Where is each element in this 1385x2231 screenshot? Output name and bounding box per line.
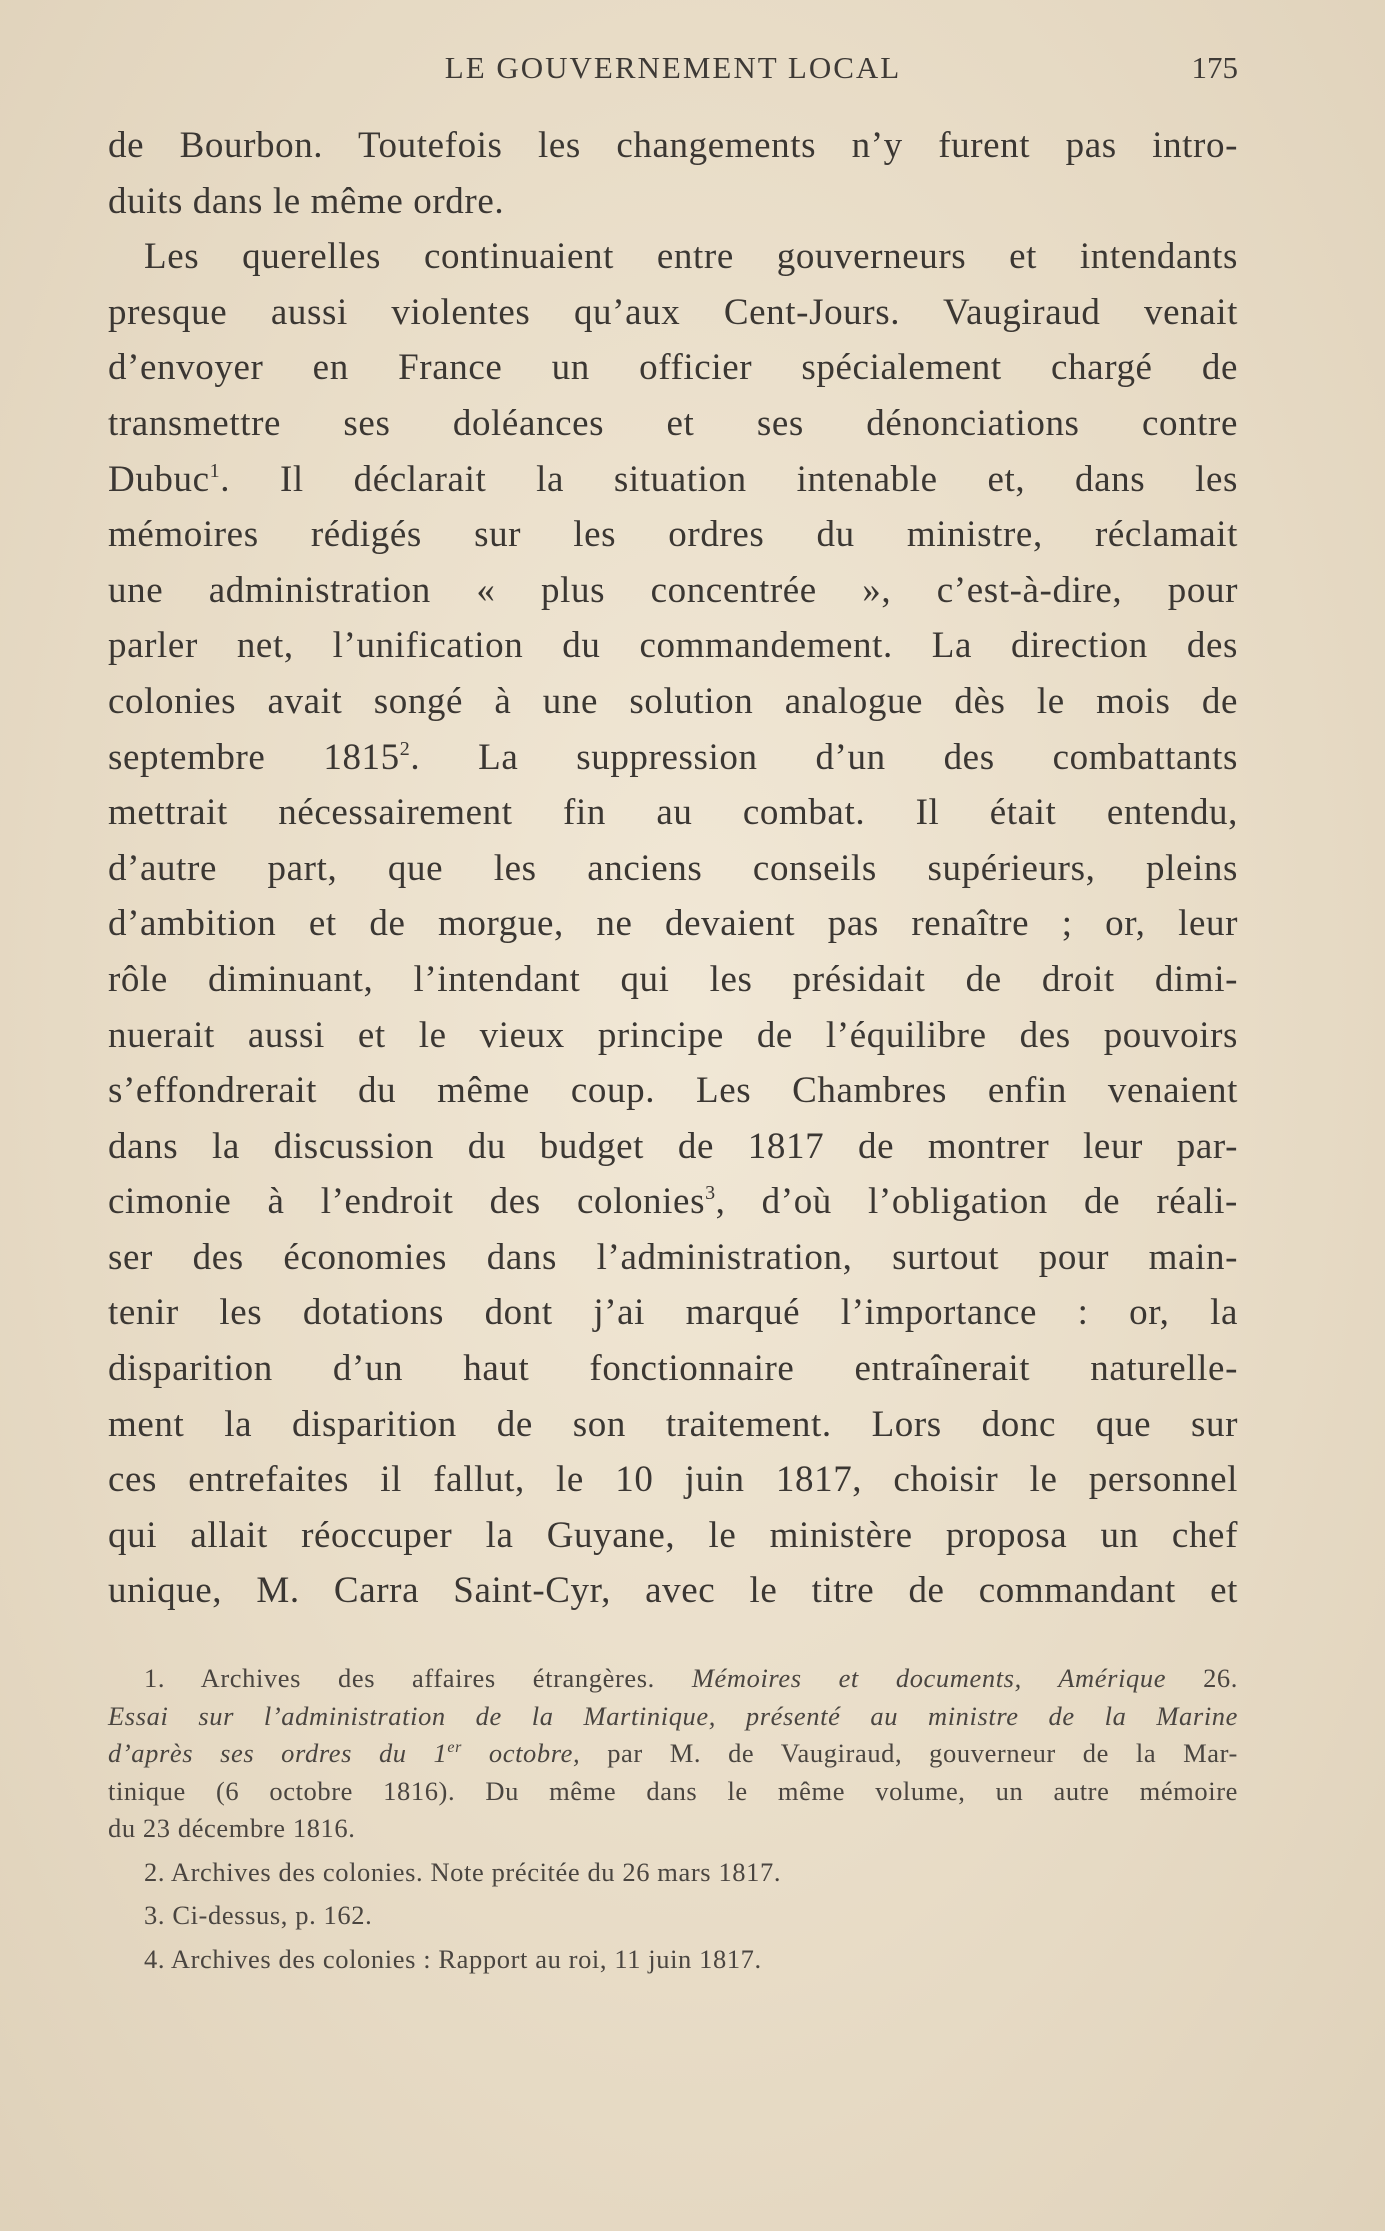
page-number: 175 (1191, 50, 1238, 85)
body-text-fragment: septembre 1815 (108, 736, 400, 778)
footnote-number: 1. (144, 1663, 166, 1693)
body-line: ment la disparition de son traitement. Lors donc que sur (108, 1403, 1238, 1445)
body-line: parler net, l’unification du commandement. La direction des (108, 625, 1238, 667)
body-text-fragment: Dubuc (108, 458, 210, 500)
body-line (108, 730, 1238, 786)
body-line: une administration « plus concentrée », c’est-à-dire, pour (108, 569, 1238, 611)
body-line: transmettre ses doléances et ses dénonciations contre (108, 402, 1238, 444)
note-ref: 2 (399, 737, 411, 760)
footnote-sup: er (447, 1739, 462, 1756)
footnote-4 (108, 1941, 1238, 1979)
footnote-3 (108, 1897, 1238, 1935)
note-ref: 1 (209, 459, 221, 482)
body-line: nuerait aussi et le vieux principe de l’équilibre des pouvoirs (108, 1014, 1238, 1056)
body-line: d’envoyer en France un officier spécialement chargé de (108, 347, 1238, 389)
footnote-text: d’après ses ordres du 1 (108, 1738, 448, 1768)
footnote-number: 4. (144, 1943, 166, 1974)
body-line: disparition d’un haut fonctionnaire entraînerait naturelle- (108, 1348, 1238, 1390)
body-line: ser des économies dans l’administration, surtout pour main- (108, 1236, 1238, 1278)
footnote-line: tinique (6 octobre 1816). Du même dans le même volume, un autre mémoire (108, 1775, 1238, 1806)
footnote-title: Mémoires et documents, Amérique (691, 1663, 1167, 1693)
footnote-text: Archives des colonies. Note précitée du 26 mars 1817. (170, 1856, 782, 1887)
footnote-2 (108, 1854, 1238, 1892)
footnote-text: Ci-dessus, p. 162. (172, 1900, 373, 1930)
body-line: qui allait réoccuper la Guyane, le ministère proposa un chef (108, 1514, 1238, 1556)
body-line: Les querelles continuaient entre gouverneurs et intendants (144, 236, 1238, 278)
body-line: de Bourbon. Toutefois les changements n’y furent pas intro- (108, 125, 1238, 166)
body-line: s’effondrerait du même coup. Les Chambres enfin venaient (108, 1070, 1238, 1112)
body-text (108, 118, 1238, 1619)
body-line: dans la discussion du budget de 1817 de montrer leur par- (108, 1125, 1238, 1167)
footnote-text: octobre, (488, 1738, 581, 1768)
footnote-line (108, 1735, 1238, 1773)
body-line: d’ambition et de morgue, ne devaient pas renaître ; or, leur (108, 903, 1238, 945)
footnote-text: 26. (1203, 1663, 1238, 1693)
body-line: rôle diminuant, l’intendant qui les présidait de droit dimi- (108, 958, 1238, 1000)
footnotes (108, 1660, 1238, 1978)
body-text-fragment: . La suppression d’un des combattants (410, 736, 1238, 778)
body-text-fragment: , d’où l’obligation de réali- (715, 1181, 1238, 1223)
footnote-number: 2. (144, 1856, 166, 1887)
footnote-line: du 23 décembre 1816. (108, 1813, 356, 1843)
footnote-text: par M. de Vaugiraud, gouverneur de la Mar- (607, 1738, 1238, 1768)
running-head (108, 50, 1238, 94)
body-line: duits dans le même ordre. (108, 180, 505, 222)
footnote-text: Archives des affaires étrangères. (200, 1663, 655, 1693)
body-line: tenir les dotations dont j’ai marqué l’importance : or, la (108, 1292, 1238, 1334)
body-text-fragment: . Il déclarait la situation intenable et, dans les (220, 458, 1238, 500)
running-head-title: LE GOUVERNEMENT LOCAL (444, 50, 902, 85)
footnote-number: 3. (144, 1900, 166, 1930)
body-line (108, 1174, 1238, 1230)
body-line: mettrait nécessairement fin au combat. Il était entendu, (108, 792, 1238, 834)
body-line: colonies avait songé à une solution analogue dès le mois de (108, 680, 1238, 722)
body-line: unique, M. Carra Saint-Cyr, avec le titre de commandant et (108, 1570, 1238, 1612)
footnote-text: Archives des colonies : Rapport au roi, 11 juin 1817. (170, 1943, 762, 1974)
footnote-1 (108, 1660, 1238, 1698)
body-line: ces entrefaites il fallut, le 10 juin 1817, choisir le personnel (108, 1459, 1238, 1501)
body-line (108, 452, 1238, 508)
body-text-fragment: cimonie à l’endroit des colonies (108, 1181, 706, 1223)
body-line: presque aussi violentes qu’aux Cent-Jours. Vaugiraud venait (108, 291, 1238, 333)
body-line: d’autre part, que les anciens conseils supérieurs, pleins (108, 847, 1238, 889)
footnote-line: Essai sur l’administration de la Martinique, présenté au ministre de la Marine (108, 1700, 1238, 1731)
note-ref: 3 (705, 1182, 716, 1205)
body-line: mémoires rédigés sur les ordres du ministre, réclamait (108, 514, 1238, 556)
